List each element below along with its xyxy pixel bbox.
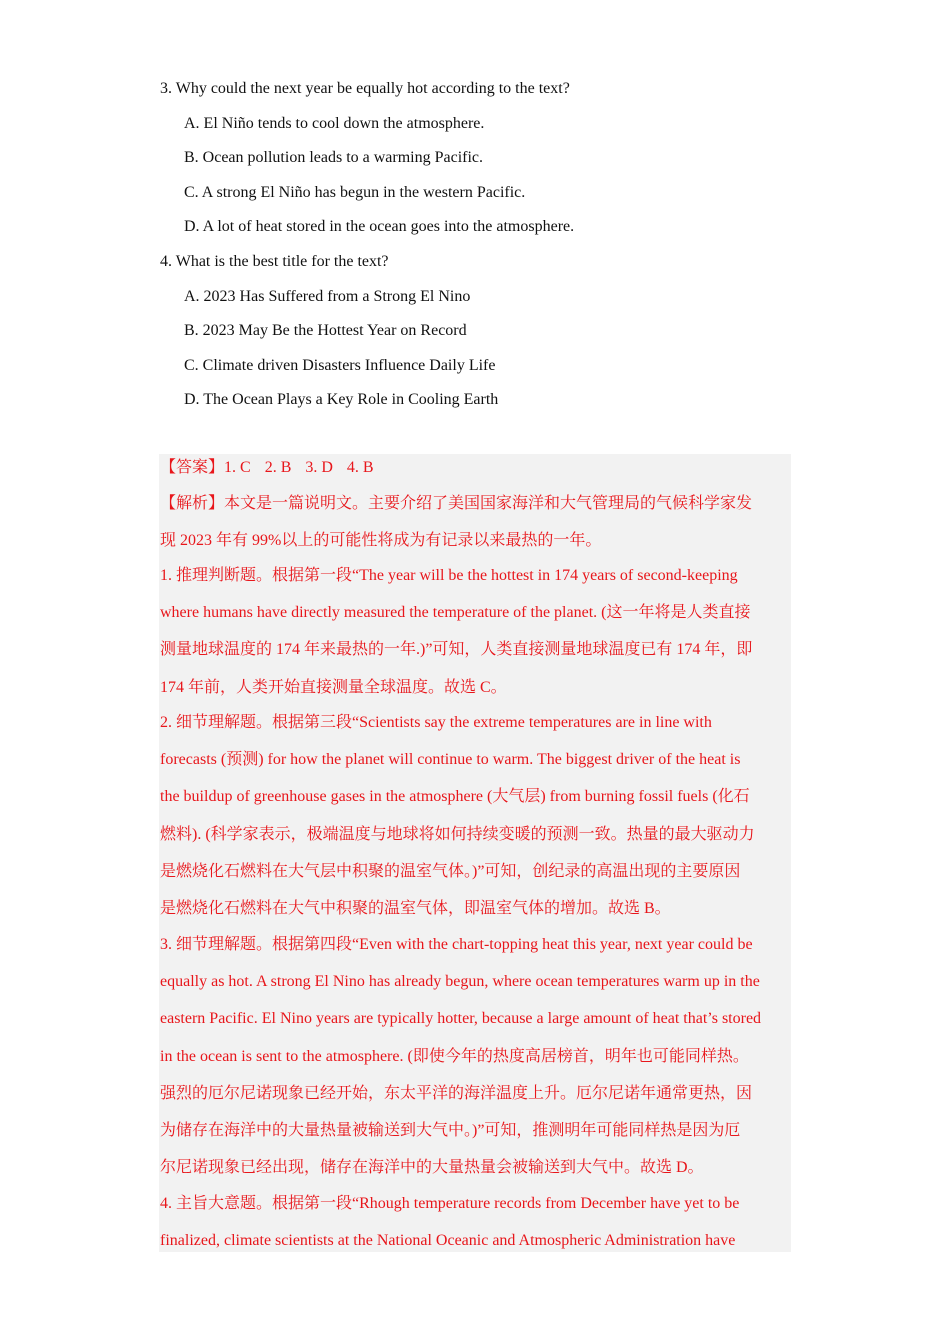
analysis-item-1-line: where humans have directly measured the temperature of the planet. (这一年将是人类直接	[160, 604, 751, 622]
answer-key	[159, 454, 791, 482]
answer-item-3: 3. D	[305, 459, 333, 476]
answer-item-1: 1. C	[224, 459, 251, 476]
analysis-item-2-line: forecasts (预测) for how the planet will continue to warm. The biggest driver of the heat is	[160, 751, 741, 769]
analysis-intro	[159, 485, 791, 559]
analysis-item-2-line: 是燃烧化石燃料在大气层中积聚的温室气体。)”可知，创纪录的高温出现的主要原因	[160, 862, 741, 880]
answer-item-2: 2. B	[264, 459, 292, 476]
question-4-option-a: A. 2023 Has Suffered from a Strong El Nino	[184, 287, 471, 305]
analysis-item-3-line: in the ocean is sent to the atmosphere. (即使今年的热度高居榜首，明年也可能同样热。	[160, 1047, 749, 1065]
analysis-item-1-line: 1. 推理判断题。根据第一段“The year will be the hottest in 174 years of second-keeping	[160, 567, 738, 584]
analysis-item-2	[159, 704, 791, 927]
analysis-intro-line: 【解析】本文是一篇说明文。主要介绍了美国国家海洋和大气管理局的气候科学家发	[160, 495, 753, 512]
question-3-option-b: B. Ocean pollution leads to a warming Pacific.	[184, 149, 484, 167]
question-3-option-c: C. A strong El Niño has begun in the western Pacific.	[184, 183, 526, 201]
question-4-option-b: B. 2023 May Be the Hottest Year on Record	[184, 322, 467, 340]
answer-item-4: 4. B	[346, 459, 374, 476]
answer-label: 【答案】	[160, 459, 225, 476]
analysis-item-4-line: 4. 主旨大意题。根据第一段“Rhough temperature records from December have yet to be	[160, 1195, 740, 1212]
analysis-item-3-line: 为储存在海洋中的大量热量被输送到大气中。)”可知，推测明年可能同样热是因为厄	[160, 1121, 741, 1139]
analysis-item-3-line: equally as hot. A strong El Nino has already begun, where ocean temperatures warm up in the	[160, 973, 760, 991]
question-3-stem: 3. Why could the next year be equally hot according to the text?	[160, 80, 570, 97]
answer-analysis-box	[159, 454, 791, 1252]
question-4-option-c: C. Climate driven Disasters Influence Daily Life	[184, 356, 496, 374]
analysis-item-3-line: eastern Pacific. El Nino years are typically hotter, because a large amount of heat that’s stored	[160, 1010, 762, 1028]
analysis-item-4-line: finalized, climate scientists at the National Oceanic and Atmospheric Administration have	[160, 1232, 736, 1250]
analysis-item-3-line: 尔尼诺现象已经出现，储存在海洋中的大量热量会被输送到大气中。故选 D。	[160, 1159, 704, 1177]
analysis-item-2-line: 是燃烧化石燃料在大气中积聚的温室气体，即温室气体的增加。故选 B。	[160, 899, 671, 917]
question-4-stem: 4. What is the best title for the text?	[160, 252, 389, 270]
analysis-item-3-line: 强烈的厄尔尼诺现象已经开始，东太平洋的海洋温度上升。厄尔尼诺年通常更热，因	[160, 1084, 753, 1102]
analysis-item-1-line: 174 年前，人类开始直接测量全球温度。故选 C。	[160, 678, 507, 696]
analysis-item-4	[159, 1185, 791, 1252]
analysis-item-3	[159, 926, 791, 1186]
analysis-item-2-line: 2. 细节理解题。根据第三段“Scientists say the extreme temperatures are in line with	[160, 714, 712, 731]
question-3-option-a: A. El Niño tends to cool down the atmosphere.	[184, 114, 485, 132]
analysis-item-2-line: the buildup of greenhouse gases in the atmosphere (大气层) from burning fossil fuels (化石	[160, 788, 750, 806]
analysis-item-2-line: 燃料). (科学家表示，极端温度与地球将如何持续变暖的预测一致。热量的最大驱动力	[160, 825, 755, 843]
analysis-intro-line: 现 2023 年有 99%以上的可能性将成为有记录以来最热的一年。	[160, 532, 602, 550]
analysis-item-1	[159, 557, 791, 706]
analysis-item-1-line: 测量地球温度的 174 年来最热的一年.)”可知，人类直接测量地球温度已有 174 年，即	[160, 641, 753, 659]
analysis-item-3-line: 3. 细节理解题。根据第四段“Even with the chart-topping heat this year, next year could be	[160, 936, 753, 953]
question-3-option-d: D. A lot of heat stored in the ocean goes into the atmosphere.	[184, 218, 575, 236]
question-4-option-d: D. The Ocean Plays a Key Role in Cooling Earth	[184, 391, 499, 409]
question-list	[160, 72, 800, 418]
